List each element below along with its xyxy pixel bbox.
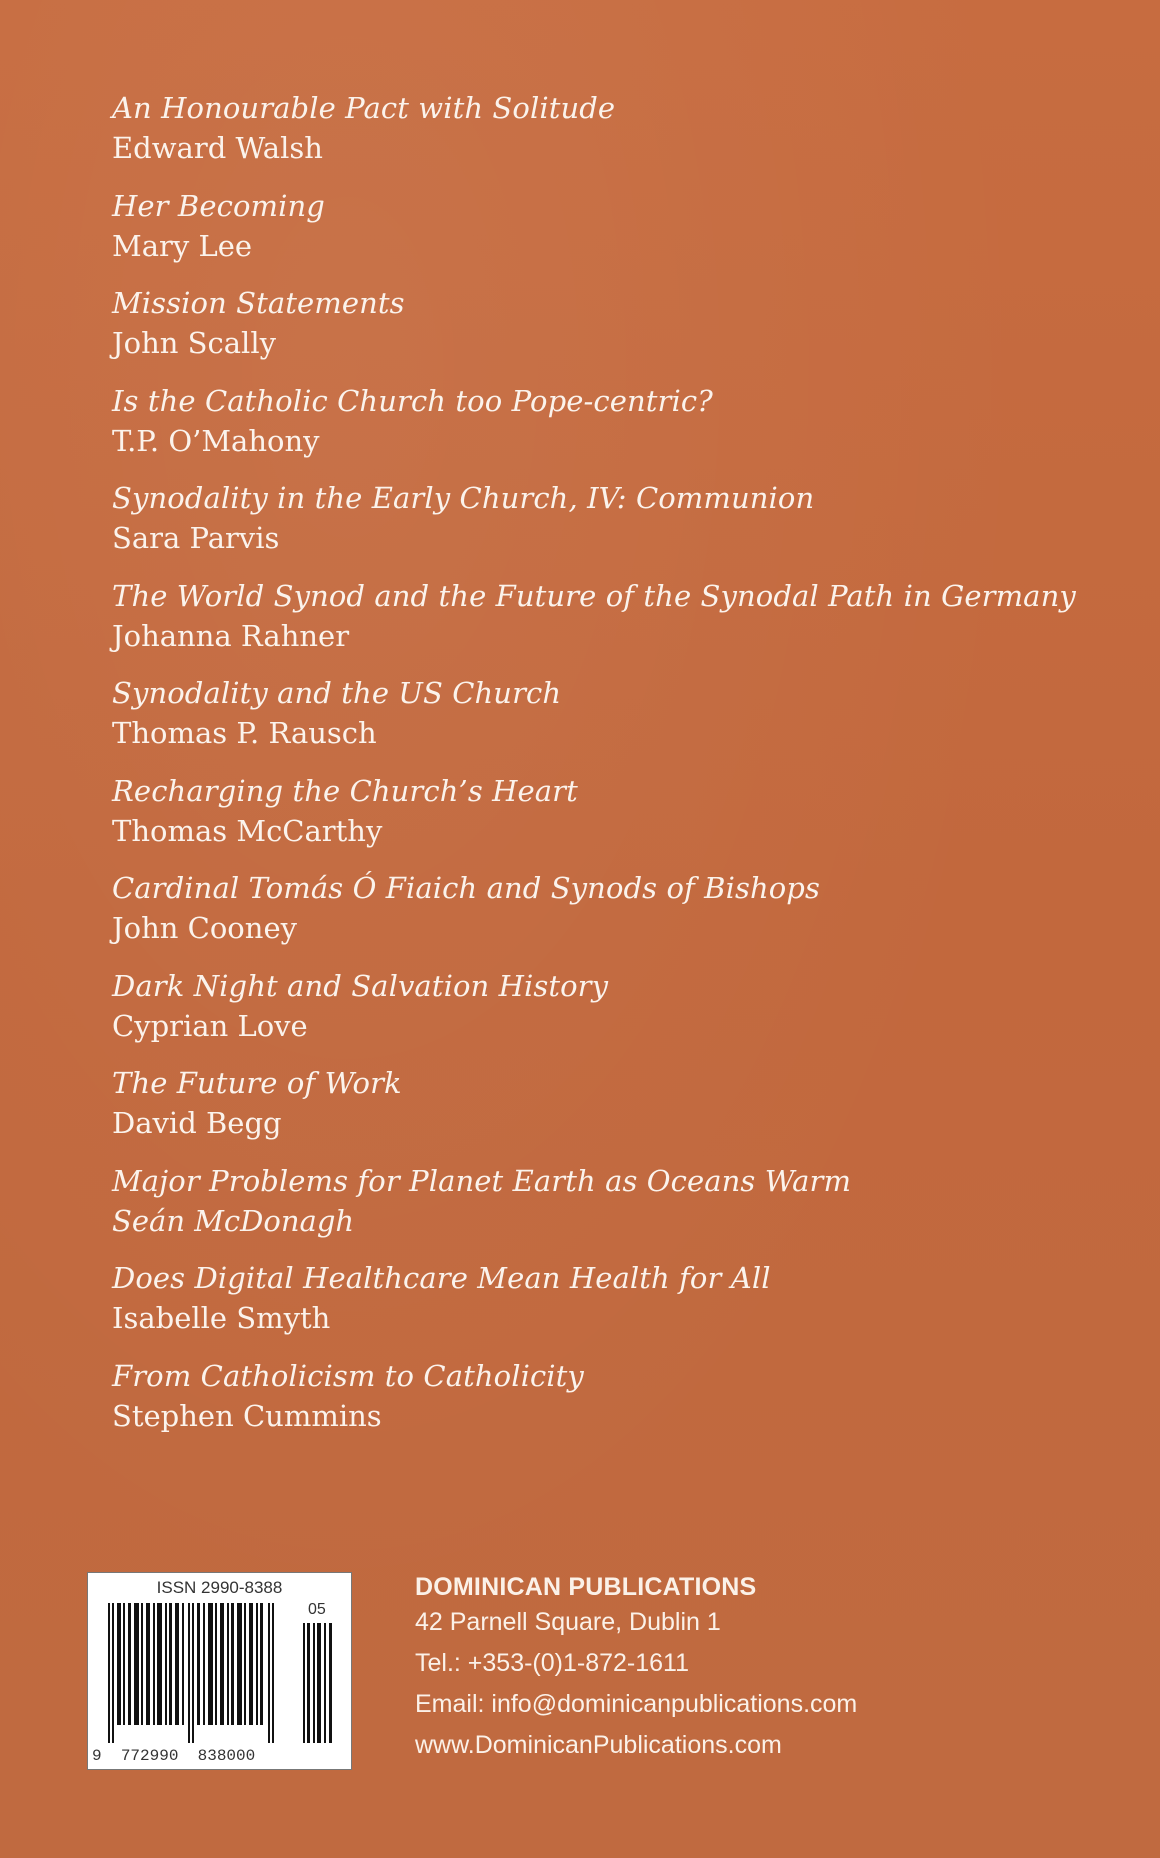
article-title: Cardinal Tomás Ó Fiaich and Synods of Bishops: [112, 871, 820, 905]
article-title: The Future of Work: [112, 1066, 402, 1100]
barcode-digit-lead: 9: [92, 1747, 102, 1765]
list-item: [112, 1356, 1112, 1454]
article-author: Isabelle Smyth: [112, 1301, 331, 1335]
contents-list: [112, 88, 1112, 1453]
article-title: Her Becoming: [112, 188, 325, 223]
article-title: The World Synod and the Future of the Synodal Path in Germany: [112, 578, 1076, 613]
barcode-addon-bars-icon: [303, 1623, 333, 1743]
article-title: Mission Statements: [112, 286, 405, 320]
article-author: John Scally: [112, 326, 276, 360]
list-item: [112, 771, 1112, 869]
barcode-digits-right: 838000: [197, 1747, 256, 1765]
article-author: Johanna Rahner: [112, 618, 350, 653]
article-author: Thomas P. Rausch: [112, 716, 377, 750]
article-author: John Cooney: [112, 911, 297, 945]
publisher-address: 42 Parnell Square, Dublin 1: [415, 1608, 721, 1636]
list-item: [112, 283, 1112, 381]
article-author: Edward Walsh: [112, 131, 323, 165]
list-item: [112, 478, 1112, 576]
publisher-website: www.DominicanPublications.com: [415, 1731, 782, 1759]
barcode: [87, 1572, 352, 1770]
article-author: David Begg: [112, 1106, 282, 1140]
list-item: [112, 1161, 1112, 1259]
list-item: [112, 868, 1112, 966]
article-title: Synodality in the Early Church, IV: Communion: [112, 481, 815, 515]
list-item: [112, 186, 1112, 284]
publisher-email: Email: info@dominicanpublications.com: [415, 1690, 858, 1718]
list-item: [112, 381, 1112, 479]
article-title: An Honourable Pact with Solitude: [112, 91, 616, 125]
article-title: Synodality and the US Church: [112, 676, 562, 710]
article-author: Mary Lee: [112, 228, 253, 263]
publisher-name: DOMINICAN PUBLICATIONS: [415, 1573, 757, 1601]
article-author: T.P. O’Mahony: [112, 423, 320, 458]
article-author: Stephen Cummins: [112, 1398, 382, 1433]
article-author: Cyprian Love: [112, 1008, 308, 1043]
barcode-bars-icon: [108, 1603, 278, 1743]
barcode-digits: [92, 1747, 255, 1765]
list-item: [112, 966, 1112, 1064]
article-title: Major Problems for Planet Earth as Oceans Warm: [112, 1163, 852, 1198]
article-title: Dark Night and Salvation History: [112, 968, 609, 1003]
article-author: Seán McDonagh: [112, 1203, 355, 1238]
list-item: [112, 673, 1112, 771]
list-item: [112, 88, 1112, 186]
article-title: Is the Catholic Church too Pope-centric?: [112, 383, 713, 418]
publisher-tel: Tel.: +353-(0)1-872-1611: [415, 1649, 690, 1677]
list-item: [112, 1063, 1112, 1161]
article-title: Does Digital Healthcare Mean Health for All: [112, 1261, 771, 1295]
list-item: [112, 1258, 1112, 1356]
article-title: Recharging the Church’s Heart: [112, 773, 578, 808]
issn-label: ISSN 2990-8388: [156, 1578, 283, 1597]
article-author: Sara Parvis: [112, 521, 280, 555]
article-author: Thomas McCarthy: [112, 813, 383, 848]
article-title: From Catholicism to Catholicity: [112, 1358, 584, 1393]
barcode-addon: 05: [308, 1601, 326, 1618]
publisher-info: [415, 1572, 857, 1766]
barcode-digits-left: 772990: [120, 1747, 179, 1765]
list-item: [112, 576, 1112, 674]
